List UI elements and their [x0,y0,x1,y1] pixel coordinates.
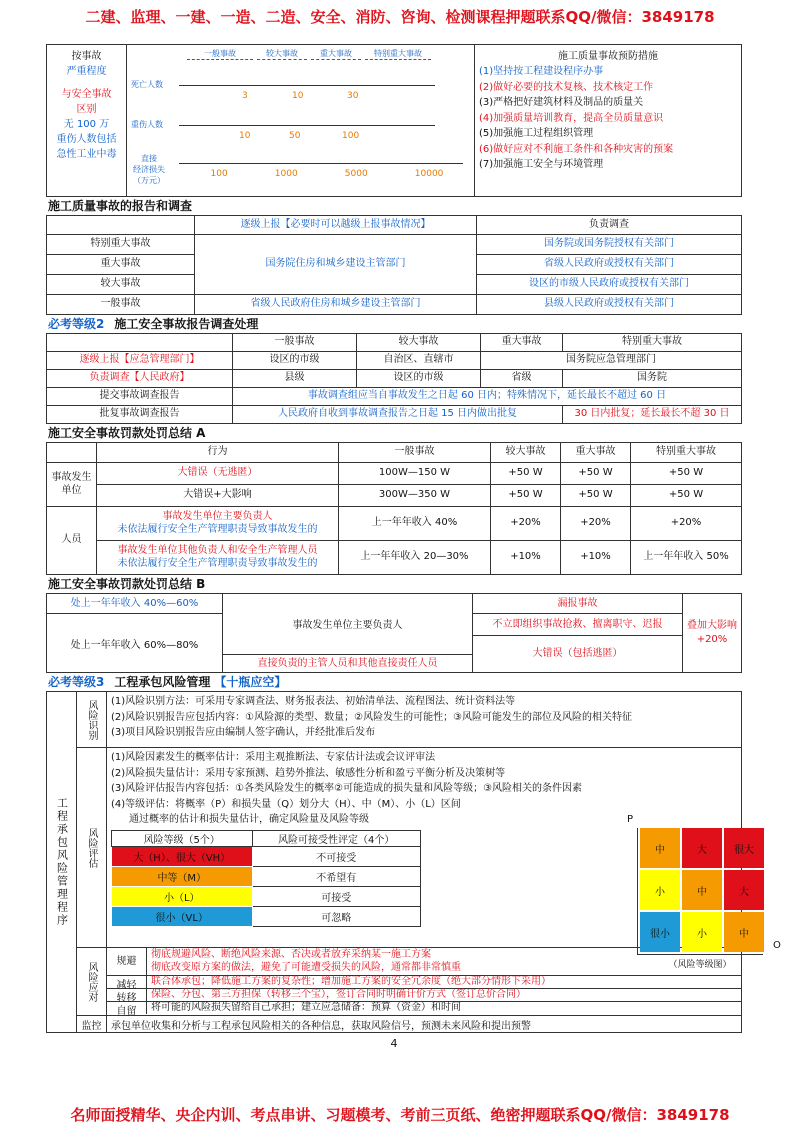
accident-severity-block [46,44,742,197]
risk-level-grid: P O 中 大 很大 小 中 大 很小 小 中 （风险等级图） [627,814,781,970]
page-number: 4 [390,1037,398,1050]
cat-extra: 特别重大事故 [365,48,431,60]
severity-left-label: 按事故 严重程度 与安全事故 区别 无 100 万 重伤人数包括 急性工业中毒 [47,45,127,196]
footer-banner: 名师面授精华、央企内训、考点串讲、习题模考、考前三页纸、绝密押题联系QQ/微信：3849178 [70,1106,730,1124]
cat-general: 一般事故 [187,48,253,60]
severity-diagram: 一般事故 较大事故 重大事故 特别重大事故 死亡人数 3 10 30 重伤人数 10 50 100 直接 经济损失 （万元） 100 1000 5000 10000 [127,45,475,196]
penalty-a-table: 行为 一般事故 较大事故 重大事故 特别重大事故 事故发生单位 大错误（无逃匿） 100W—150 W +50 W +50 W +50 W 大错误+大影响 300W—350 W +50 W +50 W +50 W 人员 事故发生单位主要负责人 未依法履行安全生产管理职责导致事故发生的 上一年年收入 40% +20% +20% +20% 事故发生单位其他负责人和安全生产管理人员 未依法履行安全生产管理职责导致事故发生的 上一年年收入 20—30% +10% +10% 上一年年收入 50% [46,442,742,575]
risk-side-label: 工程承包风险管理程序 [47,692,77,1032]
safety-report-title: 必考等级2 施工安全事故报告调查处理 [48,317,259,331]
cat-larger: 较大事故 [257,48,307,60]
penalty-b-title: 施工安全事故罚款处罚总结 B [48,577,206,591]
penalty-b-block: 处上一年年收入 40%—60% 处上一年年收入 60%—80% 事故发生单位主要负责人 直接负责的主管人员和其他直接责任人员 漏报事故 不立即组织事故抢救、擅离职守、迟报 大错误（包括逃匿） 叠加大影响+20% [46,593,742,673]
page-content [46,44,781,1050]
risk-level-table: 风险等级（5个） 风险可接受性评定（4个） 大（H）、很大（VH） 不可接受 中等（M） 不希望有 小（L） 可接受 很小（VL） 可忽略 [111,830,421,927]
safety-report-table: 一般事故 较大事故 重大事故 特别重大事故 逐级上报【应急管理部门】 设区的市级 自治区、直辖市 国务院应急管理部门 负责调查【人民政府】 县级 设区的市级 省级 国务院 提交事故调查报告 事故调查组应当自事故发生之日起 60 日内；特殊情况下，延长最长不超过 60 日 批复事故调查报告 人民政府自收到事故调查报告之日起 15 日内做出批复 30 日内批复；延长最长不超 30 日 [46,333,742,424]
penalty-a-title: 施工安全事故罚款处罚总结 A [48,426,206,440]
quality-report-title: 施工质量事故的报告和调查 [48,199,193,213]
quality-report-table: 逐级上报【必要时可以越级上报事故情况】 负责调查 特别重大事故 国务院住房和城乡建设主管部门 国务院或国务院授权有关部门 重大事故 省级人民政府或授权有关部门 较大事故 设区的市级人民政府或授权有关部门 一般事故 省级人民政府住房和城乡建设主管部门 县级人民政府或授权有关部门 [46,215,742,315]
cat-major: 重大事故 [311,48,361,60]
risk-block: 工程承包风险管理程序 风险识别 (1)风险识别方法：可采用专家调查法、财务报表法、初始清单法、流程图法、统计资料法等 (2)风险识别报告应包括内容：①风险源的类型、数量；②风险发生的可能性；③风险可能发生的部位及风险的相关特征 (3)项目风险识别报告应由编制人签字确认，并经批准后发布 风险评估 (1)风险因素发生的概率估计：采用主观推断法、专家估计法或会议评审法 (2)风险损失量估计：采用专家预测、趋势外推法、敏感性分析和盈亏平衡分析及决策树等 (3)风险评估报告内容包括：①各类风险发生的概率②可能造成的损失量和风险等级；③风险相关的条件因素 (4)等级评估：将概率（P）和损失量（Q）划分大（H）、中（M）、小（L）区间 通过概率的估计和损失量估计，确定风险量及风险等级 风险等级（5个） 风险可接受性评定（4个） 大（H）、很大（VH） 不可接受 中等（M） 不希望有 小（L） 可接受 很小（VL） 可忽略 P O 中 大 很大 小 中 大 很小 小 中 （风险等级图） 风险应对 规避 彻底规避风险、断绝风险来源、否决或者放弃采纳某一施工方案 彻底改变原方案的做法，避免了可能遭受损失的风险，通常都非常慎重 减轻 联合体承包；降低施工方案的复杂性；增加施工方案的安全冗余度（绝大部分情形下采用） 转移 保险、分包、第三方担保（转移三个宝），签订合同时明确计价方式（签订总价合同） 自留 将可能的风险损失留给自己承担；建立应急储备：预算（资金）和时间 监控 承包单位收集和分析与工程承包风险相关的各种信息，获取风险信号，预测未来风险和提出预警 [46,691,742,1033]
header-banner: 二建、监理、一建、一造、二造、安全、消防、咨询、检测课程押题联系QQ/微信：3849178 [85,8,715,26]
risk-title: 必考等级3 工程承包风险管理 【十瓶应空】 [48,675,287,689]
prevention-measures: 施工质量事故预防措施 (1)坚持按工程建设程序办事 (2)做好必要的技术复核、技术核定工作 (3)严格把好建筑材料及制品的质量关 (4)加强质量培训教育，提高全员质量意识 (5)加强施工过程组织管理 (6)做好应对不利施工条件和各种灾害的预案 (7)加强施工安全与环境管理 [479,51,674,170]
